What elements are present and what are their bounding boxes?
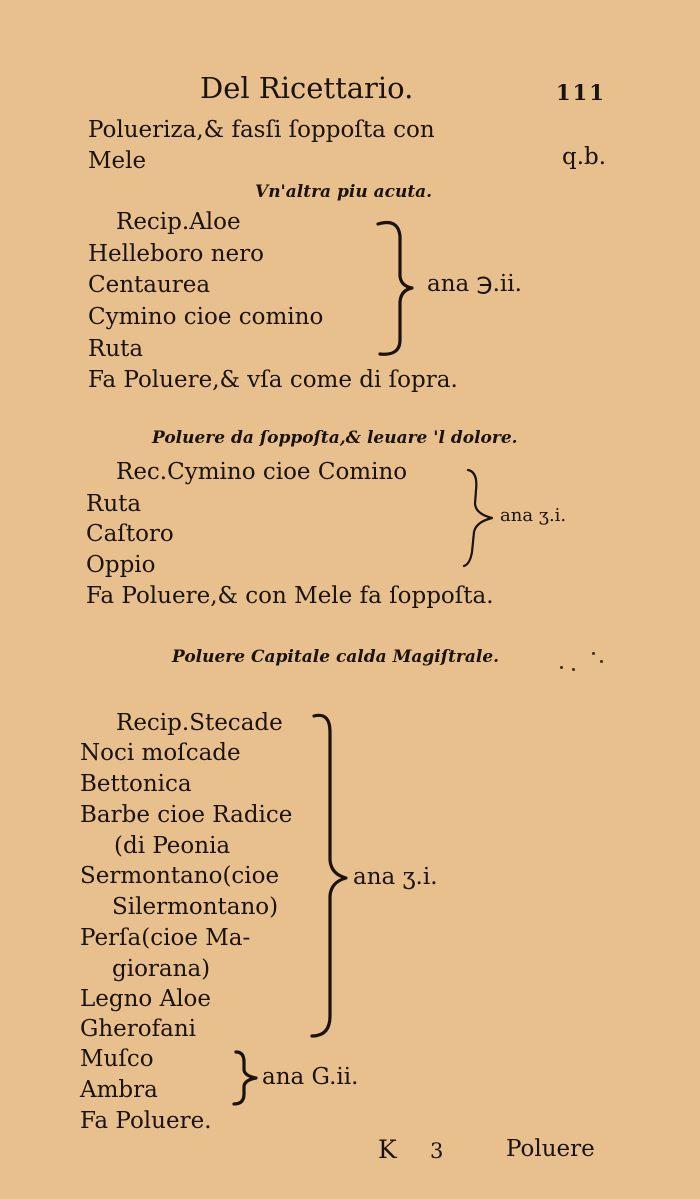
- recipe-3-item: Barbe cioe Radice: [80, 802, 293, 828]
- recipe-3-item: Gherofani: [80, 1016, 197, 1042]
- recipe-3-dose-2: ana G.ii.: [262, 1064, 359, 1090]
- intro-quantity: q.b.: [562, 144, 607, 170]
- recipe-3-item: (di Peonia: [114, 833, 231, 859]
- recipe-1-item: Helleboro nero: [88, 241, 264, 267]
- recipe-2-instruction: Fa Poluere,& con Mele fa ſoppoſta.: [86, 583, 494, 609]
- page-number: 111: [556, 80, 606, 105]
- stray-mark: [600, 660, 603, 663]
- recipe-3-title: Poluere Capitale calda Magiſtrale.: [172, 647, 500, 667]
- recipe-2-brace: [462, 466, 502, 572]
- recipe-2-item: Ruta: [86, 491, 142, 517]
- running-title: Del Ricettario.: [200, 71, 414, 105]
- recipe-1-instruction: Fa Poluere,& vſa come di ſopra.: [88, 367, 458, 393]
- recipe-2-item: Rec.Cymino cioe Comino: [116, 459, 408, 485]
- intro-line-1: Polueriza,& fasſi ſoppoſta con: [88, 117, 435, 143]
- recipe-1-item: Ruta: [88, 336, 144, 362]
- stray-mark: [592, 652, 595, 655]
- recipe-3-item: Sermontano(cioe: [80, 863, 280, 889]
- recipe-1-brace: [372, 218, 428, 360]
- recipe-3-item: Recip.Stecade: [116, 710, 283, 736]
- signature-mark: K: [378, 1135, 397, 1164]
- recipe-1-item: Centaurea: [88, 272, 211, 298]
- recipe-3-dose: ana ʒ.i.: [353, 864, 438, 890]
- recipe-2-item: Oppio: [86, 552, 156, 578]
- recipe-3-item: Bettonica: [80, 771, 192, 797]
- recipe-3-item: Perſa(cioe Ma-: [80, 925, 251, 951]
- recipe-3-item: Noci moſcade: [80, 740, 241, 766]
- recipe-3-item: Legno Aloe: [80, 986, 212, 1012]
- stray-mark: [572, 668, 575, 671]
- recipe-3-item-2: Ambra: [80, 1077, 158, 1103]
- stray-mark: [560, 666, 563, 669]
- recipe-3-instruction: Fa Poluere.: [80, 1108, 212, 1134]
- recipe-3-brace-2: [230, 1048, 264, 1108]
- recipe-1-title: Vn'altra piu acuta.: [255, 182, 433, 202]
- recipe-1-item: Cymino cioe comino: [88, 304, 324, 330]
- recipe-1-item: Recip.Aloe: [116, 209, 241, 235]
- intro-line-2: Mele: [88, 148, 147, 174]
- recipe-2-dose: ana ʒ.i.: [500, 505, 567, 526]
- catchword: Poluere: [506, 1136, 595, 1162]
- recipe-2-title: Poluere da ſoppoſta,& leuare 'l dolore.: [152, 428, 518, 448]
- recipe-3-item: giorana): [112, 956, 211, 982]
- recipe-2-item: Caſtoro: [86, 521, 174, 547]
- signature-number: 3: [430, 1139, 444, 1163]
- recipe-3-item: Silermontano): [112, 894, 279, 920]
- recipe-3-item-2: Muſco: [80, 1046, 154, 1072]
- recipe-1-dose: ana ℈.ii.: [427, 271, 522, 297]
